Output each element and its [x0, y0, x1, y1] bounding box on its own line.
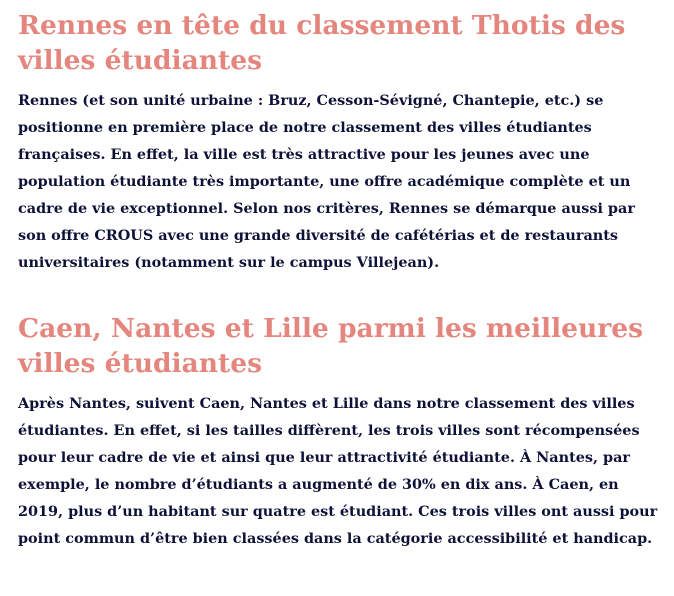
section-rennes [18, 8, 662, 276]
article-content [18, 8, 662, 552]
section-caen-nantes-lille [18, 311, 662, 552]
section-title: Rennes en tête du classement Thotis des villes étudiantes [18, 10, 626, 76]
section-paragraph: Après Nantes, suivent Caen, Nantes et Lille dans notre classement des villes étudiantes. En effet, si les tailles diffèrent, les trois villes sont récompensées pour leur cadre de vie et ainsi que leur attractivité étudiante. À Nantes, par exemple, le nombre d’étudiants a augmenté de 30% en dix ans. À Caen, en 2019, plus d’un habitant sur quatre est étudiant. Ces trois villes ont aussi pour point commun d’être bien classées dans la catégorie accessibilité et handicap. [18, 395, 658, 547]
section-title: Caen, Nantes et Lille parmi les meilleures villes étudiantes [18, 313, 644, 379]
section-paragraph: Rennes (et son unité urbaine : Bruz, Cesson-Sévigné, Chantepie, etc.) se positionne en première place de notre classement des villes étudiantes françaises. En effet, la ville est très attractive pour les jeunes avec une population étudiante très importante, une offre académique complète et un cadre de vie exceptionnel. Selon nos critères, Rennes se démarque aussi par son offre CROUS avec une grande diversité de cafétérias et de restaurants universitaires (notamment sur le campus Villejean). [18, 92, 635, 271]
